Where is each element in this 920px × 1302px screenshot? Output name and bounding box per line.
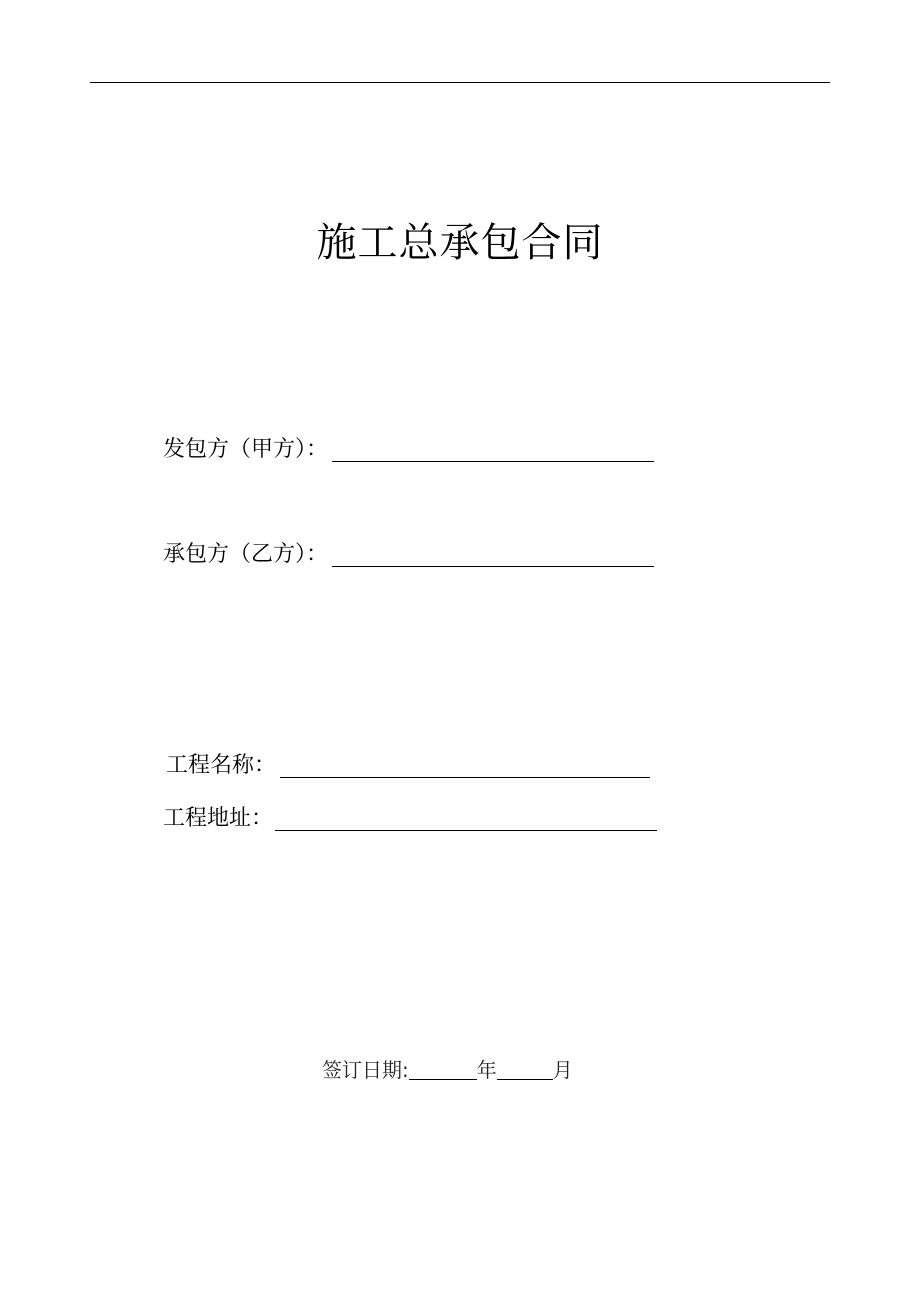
- header-rule: [90, 82, 830, 83]
- party-b-blank[interactable]: [332, 565, 654, 567]
- party-a-field: [163, 436, 654, 464]
- project-name-blank[interactable]: [280, 776, 650, 778]
- project-address-field: [163, 805, 657, 833]
- project-address-label: 工程地址：: [163, 806, 274, 831]
- signing-year-unit: 年: [476, 1058, 497, 1082]
- project-address-blank[interactable]: [275, 829, 657, 831]
- party-a-label: 发包方（甲方）：: [163, 437, 329, 462]
- party-b-label: 承包方（乙方）：: [163, 542, 329, 567]
- party-a-blank[interactable]: [332, 460, 654, 462]
- document-title: 施工总承包合同: [316, 220, 604, 266]
- signing-date: [322, 1057, 573, 1083]
- signing-date-label: 签订日期:: [322, 1058, 409, 1082]
- signing-month-blank[interactable]: [497, 1079, 553, 1080]
- project-name-label: 工程名称：: [166, 753, 277, 778]
- signing-year-blank[interactable]: [409, 1079, 477, 1080]
- project-name-field: [166, 752, 650, 780]
- signing-month-unit: 月: [552, 1058, 573, 1082]
- party-b-field: [163, 541, 654, 569]
